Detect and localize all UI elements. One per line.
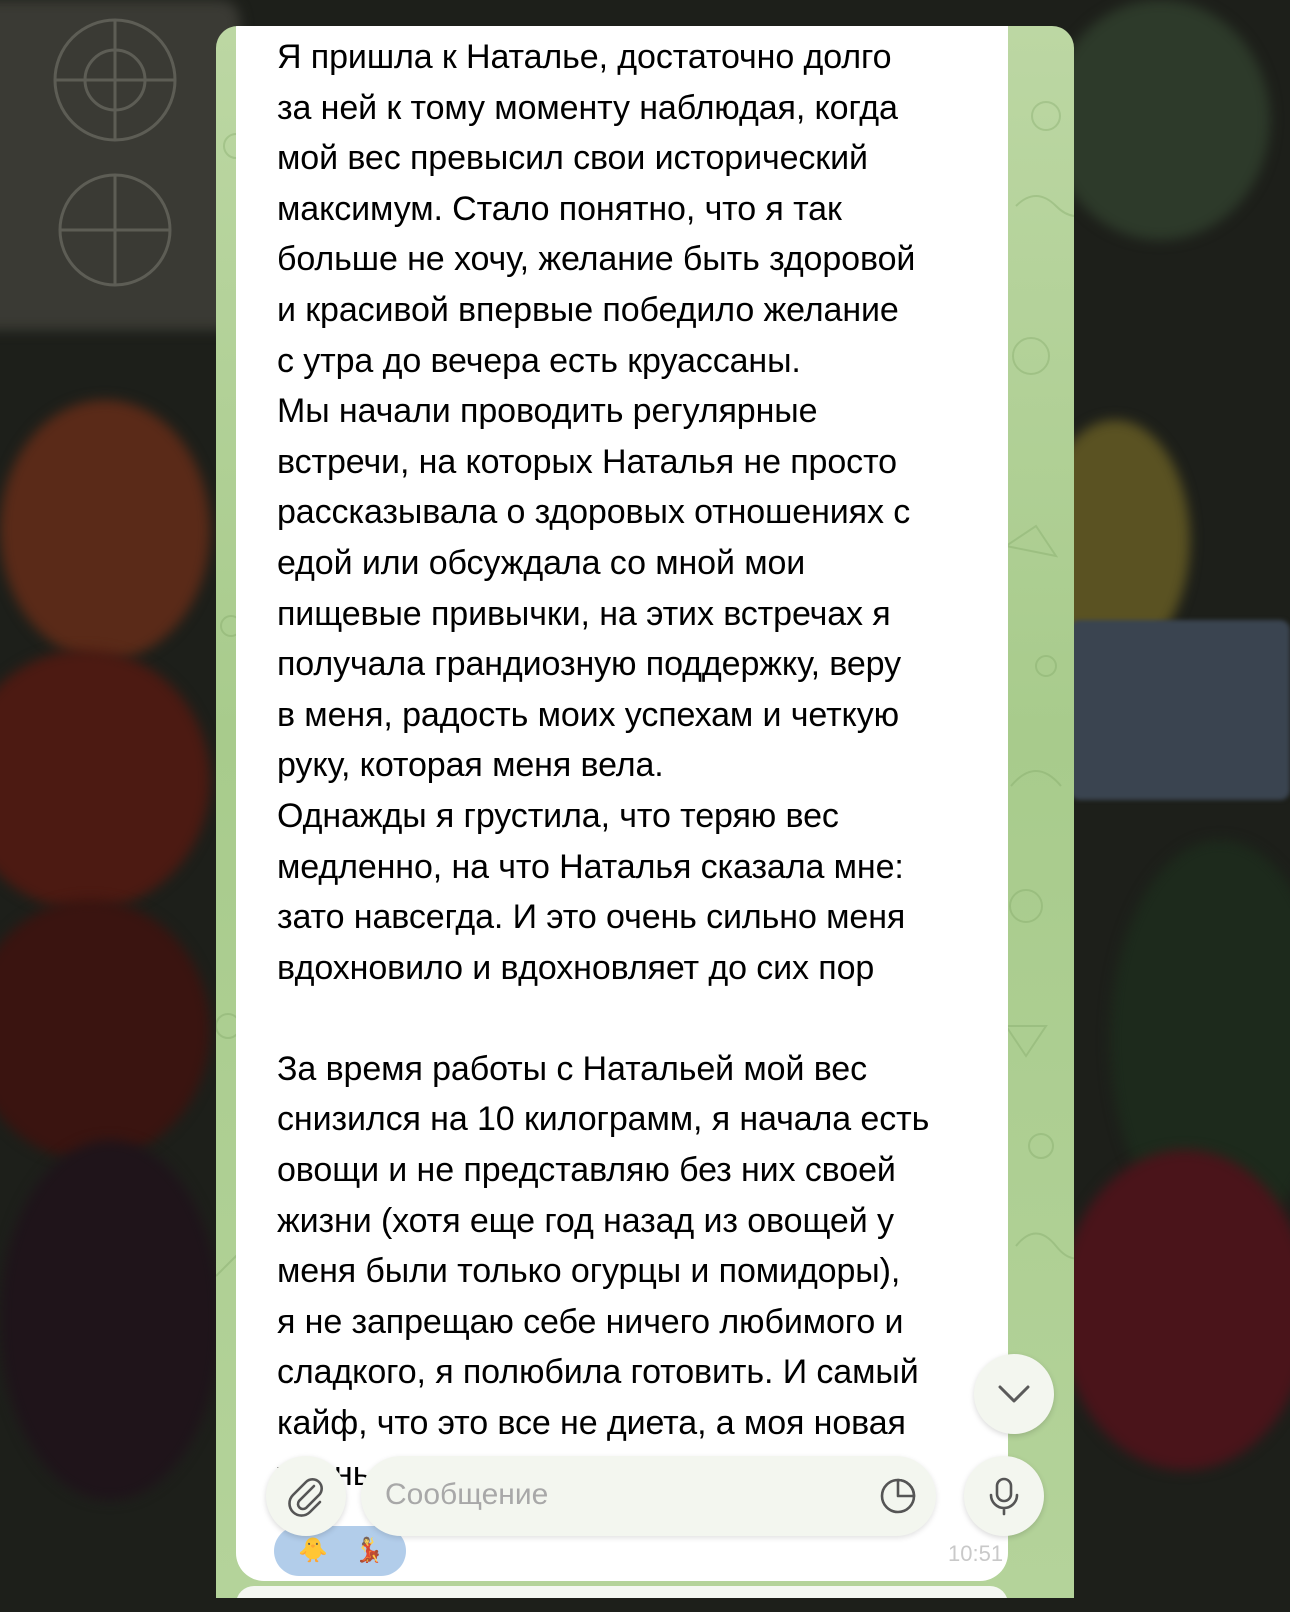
message-input[interactable] — [361, 1456, 936, 1536]
sticker-icon: 🐥 — [298, 1537, 328, 1564]
chat-screen — [216, 26, 1074, 1598]
scroll-down-button[interactable] — [974, 1354, 1054, 1434]
sticker-icon: 💃 — [354, 1537, 384, 1564]
attach-button[interactable] — [266, 1456, 346, 1536]
microphone-icon — [982, 1474, 1026, 1518]
background-blur — [0, 1140, 220, 1500]
background-blur — [1060, 1150, 1290, 1470]
message-text: Я пришла к Наталье, достаточно долго за ней к тому моменту наблюдая, когда мой вес превысил свои исторический максимум. Стало понятно, что я так больше не хочу, желание быть здоровой и красивой впервые победило желание с утра до вечера есть круассаны. Мы начали проводить регулярные встречи, на которых Наталья не просто рассказывала о здоровых отношениях с едой или обсуждала со мной мои пищевые привычки, на этих встречах я получала грандиозную поддержку, веру в меня, радость моих успехам и четкую руку, которая меня вела. Однажды я грустила, что теряю вес медленно, на что Наталья сказала мне: зато навсегда. И это очень сильно меня вдохновило и вдохновляет до сих пор За время работы с Натальей мой вес снизился на 10 килограмм, я начала есть овощи и не представляю без них своей жизни (хотя еще год назад из овощей у меня были только огурцы и помидоры), я не запрещаю себе ничего любимого и сладкого, я полюбила готовить. И самый кайф, что это все не диета, а моя новая — [277, 38, 930, 1443]
background-blur — [0, 400, 210, 660]
chevron-down-icon — [994, 1374, 1034, 1414]
next-message-bubble[interactable] — [236, 1586, 1008, 1598]
ornament-tile — [0, 0, 230, 300]
background-blur — [0, 650, 210, 910]
paperclip-icon — [284, 1474, 328, 1518]
message-bubble[interactable] — [236, 26, 1008, 1581]
sticker-icon[interactable] — [878, 1476, 918, 1516]
microphone-button[interactable] — [964, 1456, 1044, 1536]
message-time: 10:51 — [948, 1541, 1004, 1566]
background-blur — [1070, 620, 1290, 800]
background-blur — [0, 900, 210, 1160]
background-blur — [1050, 0, 1270, 240]
message-input-placeholder: Сообщение — [385, 1478, 549, 1511]
